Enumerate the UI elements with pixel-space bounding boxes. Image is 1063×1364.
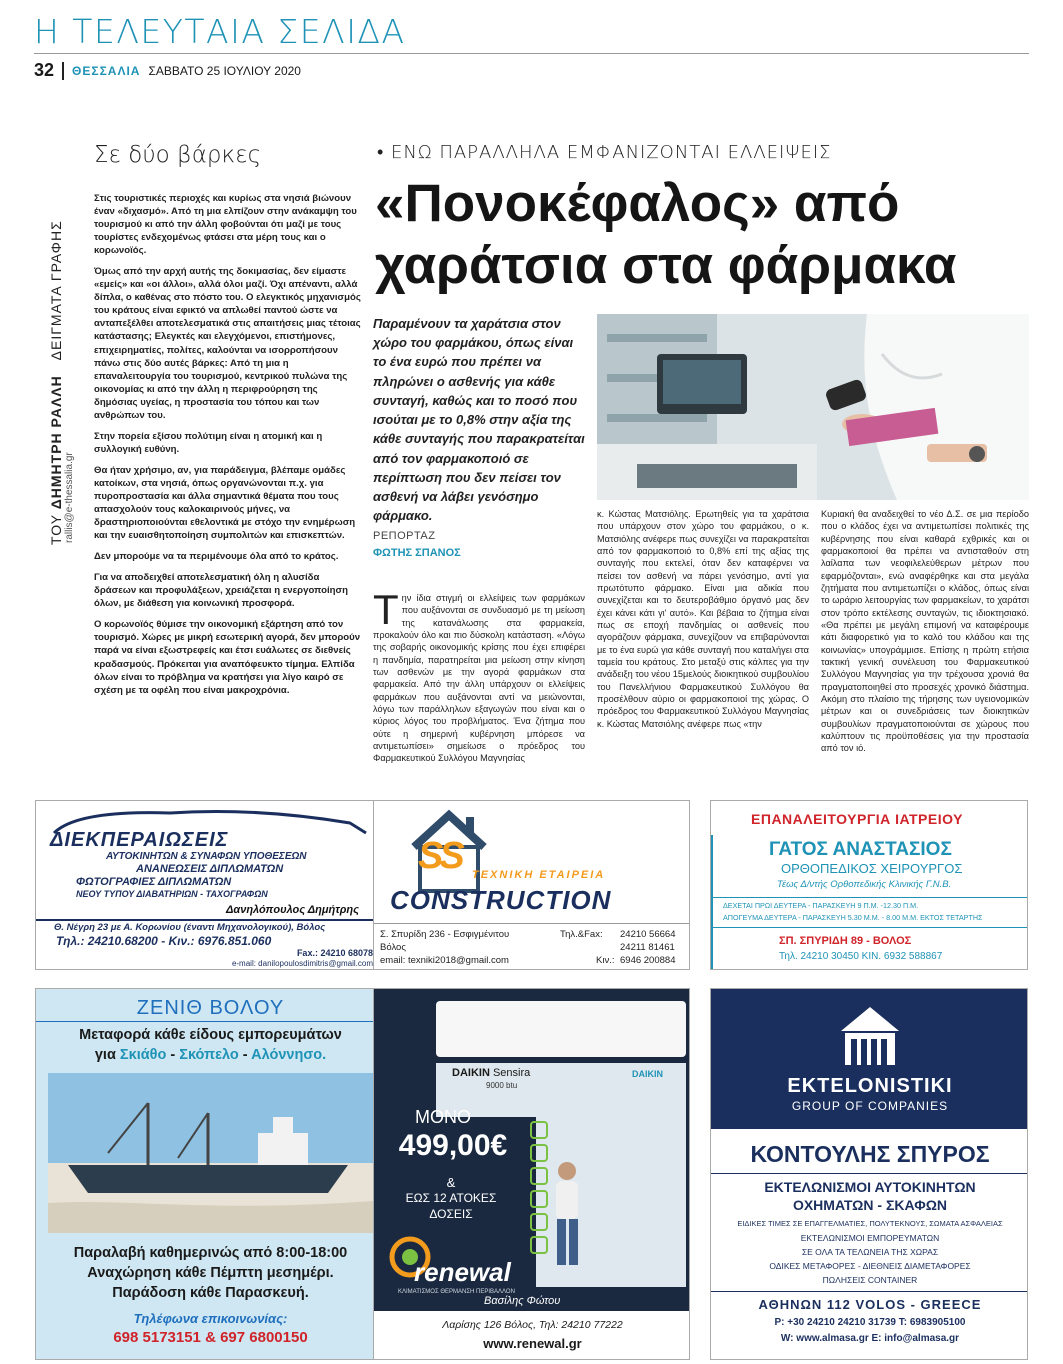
ad-hours: ΑΠΟΓΕΥΜΑ ΔΕΥΤΕΡΑ - ΠΑΡΑΣΚΕΥΗ 5.30 Μ.Μ. - 8.00 Μ.Μ. ΕΚΤΟΣ ΤΕΤΑΡΤΗΣ — [723, 913, 983, 922]
ad-city: Βόλος — [380, 942, 406, 953]
masthead-info — [34, 60, 301, 81]
ad-destination: Αλόννησο. — [251, 1047, 327, 1063]
ad-doctor-name: ΓΑΤΟΣ ΑΝΑΣΤΑΣΙΟΣ — [769, 839, 952, 860]
paragraph: Δεν μπορούμε να τα περιμένουμε όλα από το κράτος. — [94, 551, 339, 563]
ad-phones: P: +30 24210 24210 31739 T: 6983905100 — [774, 1317, 966, 1328]
ad-destination: Σκόπελο — [179, 1047, 239, 1063]
ad-mob-label: Κιν.: — [596, 955, 615, 966]
ad-rule — [711, 1173, 1028, 1174]
pharmacy-illustration — [597, 314, 1029, 500]
ad-destinations — [36, 1047, 384, 1063]
ad-ss-construction[interactable] — [373, 800, 690, 970]
feature-icons — [530, 1121, 552, 1271]
ad-address: Θ. Νέγρη 23 με Α. Κορωνίου (έναντι Μηχανολογικού), Βόλος — [54, 922, 326, 933]
ad-price: 499,00€ — [398, 1129, 508, 1162]
ad-only: ΜΟΝΟ — [415, 1107, 471, 1127]
ad-dest-prefix: για — [94, 1047, 116, 1063]
ad-email[interactable]: e-mail: danilopoulosdimitris@gmail.com — [231, 959, 373, 968]
author-line — [48, 165, 64, 545]
ad-service: ΟΧΗΜΑΤΩΝ - ΣΚΑΦΩΝ — [792, 1197, 948, 1213]
ad-daikin-renewal[interactable] — [373, 988, 690, 1360]
article-headline — [375, 173, 1025, 297]
ad-line: ΕΚΤΕΛΩΝΙΣΜΟΙ ΕΜΠΟΡΕΥΜΑΤΩΝ — [800, 1233, 940, 1243]
reporter-label: ΡΕΠΟΡΤΑΖ — [373, 530, 436, 542]
ad-separator: - — [242, 1047, 248, 1063]
column-category: ΔΕΙΓΜΑΤΑ ΓΡΑΦΗΣ — [48, 220, 64, 361]
ad-model — [452, 1067, 530, 1079]
ad-installments: ΕΩΣ 12 ΑΤΟΚΕΣ — [405, 1191, 497, 1205]
ad-model-name: Sensira — [492, 1067, 531, 1079]
ad-tel: 24211 81461 — [620, 942, 675, 953]
ad-monogram: SS — [418, 835, 461, 877]
ad-phones: Τηλ.: 24210.68200 - Κιν.: 6976.851.060 — [56, 934, 272, 948]
ad-installments: ΔΟΣΕΙΣ — [429, 1207, 473, 1221]
article-kicker: • ΕΝΩ ΠΑΡΑΛΛΗΛΑ ΕΜΦΑΝΙΖΟΝΤΑΙ ΕΛΛΕΙΨΕΙΣ — [377, 142, 832, 163]
ad-amp: & — [446, 1175, 456, 1190]
ad-logo-sub: ΚΛΙΜΑΤΙΣΜΟΣ ΘΕΡΜΑΝΣΗ ΠΕΡΙΒΑΛΛΟΝ — [398, 1289, 515, 1295]
ad-line: ΑΝΑΝΕΩΣΕΙΣ ΔΙΠΛΩΜΑΤΩΝ — [136, 863, 284, 875]
ad-tagline: ΤΕΧΝΙΚΗ ΕΤΑΙΡΕΙΑ — [472, 869, 606, 881]
ad-name: ΚΟΝΤΟΥΛΗΣ ΣΠΥΡΟΣ — [750, 1141, 990, 1167]
feature-icon — [530, 1213, 548, 1231]
ad-contact-name: Δανηλόπουλος Δημήτρης — [226, 904, 359, 916]
ad-address: Σ. Σπυρίδη 236 - Εσφιγμένιτου — [380, 929, 510, 940]
warehouse-logo-icon — [837, 1003, 903, 1069]
dropcap: Τ — [373, 586, 399, 633]
ad-rule — [711, 927, 1028, 928]
feature-icon — [530, 1167, 548, 1185]
author-sidebar — [48, 165, 78, 545]
paragraph: Θα ήταν χρήσιμο, αν, για παράδειγμα, βλέπαμε ομάδες κατοίκων, στα νησιά, όπως οργανώνονται π.χ. για πυροπροστασία και άλλα σημαντικά θέματα που τους απασχολούν τους καλοκαιρινούς μήνες, να δραστηριοποιούνται εθελοντικά με στόχο την ενημέρωση και την ευαισθητοποίηση συμπολιτών και επισκεπτών. — [94, 464, 356, 542]
ad-title: ΔΙΕΚΠΕΡΑΙΩΣΕΙΣ — [50, 829, 229, 851]
ad-service: ΕΚΤΕΛΩΝΙΣΜΟΙ ΑΥΤΟΚΙΝΗΤΩΝ — [764, 1179, 976, 1195]
page-number: 32 — [34, 60, 55, 80]
ad-mob: 6946 200884 — [620, 955, 676, 966]
ad-line: ΣΕ ΟΛΑ ΤΑ ΤΕΛΩΝΕΙΑ ΤΗΣ ΧΩΡΑΣ — [801, 1247, 939, 1257]
ad-btu: 9000 btu — [486, 1081, 518, 1090]
ad-line: ΟΔΙΚΕΣ ΜΕΤΑΦΟΡΕΣ - ΔΙΕΘΝΕΙΣ ΔΙΑΜΕΤΑΦΟΡΕΣ — [769, 1261, 971, 1271]
ad-email[interactable]: email: texniki2018@gmail.com — [380, 955, 509, 966]
reporter-name: ΦΩΤΗΣ ΣΠΑΝΟΣ — [373, 547, 461, 559]
paragraph: Όμως από την αρχή αυτής της δοκιμασίας, δεν είμαστε «εμείς» και «οι άλλοι», αλλά όλοι μαζί. Όχι απέναντι, αλλά δίπλα, ο καθένας στο πόστο του. Ο ελεγκτικός μηχανισμός του κράτους είναι εφικτό να απλωθεί παντού ώστε να ανταπεξέλθει αποτελεσματικά στις απαιτήσεις μιας τέτοιας κατάστασης; Ελεγκτές και ελεγχόμενοι, επιστήμονες, επιχειρηματίες, πολίτες, καλούνται να ισορροπήσουν πάνω στις δύο αυτές βάρκες: Από τη μια η επαναλειτουργία του τουρισμού, κεντρικού πυλώνα της οικονομίας κι από την άλλη η περιφρούρηση της δημόσιας υγείας, η προστασία του τόπου και των ανθρώπων του. — [94, 266, 361, 421]
article-column — [373, 586, 585, 765]
ad-schedule: Παράδοση κάθε Παρασκευή. — [112, 1285, 309, 1301]
ad-line: ΑΥΤΟΚΙΝΗΤΩΝ & ΣΥΝΑΦΩΝ ΥΠΟΘΕΣΕΩΝ — [106, 851, 307, 862]
issue-date: ΣΑΒΒΑΤΟ 25 ΙΟΥΛΙΟΥ 2020 — [148, 63, 301, 78]
ship-photo — [48, 1073, 373, 1233]
ad-brand: CONSTRUCTION — [390, 885, 612, 915]
ad-tel: 24210 56664 — [620, 929, 676, 940]
feature-icon — [530, 1236, 548, 1254]
author-name: ΔΗΜΗΤΡΗ ΡΑΛΛΗ — [48, 375, 64, 510]
article-column: Κυριακή θα αναδειχθεί το νέο Δ.Σ. σε μια περίοδο που ο κλάδος έχει να αντιμετωπίσει πολιτικές της κυβέρνησης που είναι καθαρά εχθρικές και οι φαρμακοποιοί θα πρέπει να αντισταθούν στη λαίλαπα των νεοφιλελεύθερων μέτρων που εφαρμόζονται», ενώ αναφέρθηκε και στα μεγάλα ζητήματα που αντιμετωπίζει ο κλάδος, όπως είναι το ωράριο λειτουργίας των φαρμακείων, το χαράτσι στον τρόπο εκτέλεσης συνταγών, τις ιδιοκτησιακό. «Θα πρέπει με μεγάλη επιμονή να καταφέρουμε κάτι διαφορετικό για το καλό του κλάδου και της κοινωνίας» υπογράμμισε. Επίσης η πρώτη ετήσια τακτική γενική συνέλευση του Φαρμακευτικού Συλλόγου Μαγνησίας για την τρέχουσα χρονιά θα πραγματοποιηθεί στο προσεχές χρονικό διάστημα. Ακόμη στο πλαίσιο της τήρησης των υγειονομικών μέτρων και οι συνεδριάσεις των διοικητικών συμβουλίων πραγματοποιούνται σε χώρους που καλύπτουν τις προϋποθέσεις για την προστασία από τον ιό. — [821, 509, 1029, 754]
ad-logo: renewal — [414, 1257, 511, 1287]
ad-danilopoulos[interactable] — [35, 800, 384, 970]
author-prefix: ΤΟΥ — [48, 514, 64, 545]
ad-hours: ΔΕΧΕΤΑΙ ΠΡΩΙ ΔΕΥΤΕΡΑ - ΠΑΡΑΣΚΕΥΗ 9 Π.Μ. -12.30 Π.Μ. — [723, 901, 919, 910]
paragraph: Ο κορωνοϊός θύμισε την οικονομική εξάρτηση από τον τουρισμό. Χώρες με μικρή εσωτερική αγορά, δεν μπορούν παρά να είναι εξωστρεφείς και έτσι ευάλωτες σε διεθνείς κραδασμούς. Πρόκειται για αναπόφευκτο τίμημα. Ελπίδα όλων είναι το πρόβλημα να κρατήσει για λίγο καιρό σε σχέση με τα οφέλη που είναι μακροχρόνια. — [94, 619, 361, 696]
air-conditioner — [436, 1001, 686, 1057]
ad-rule — [711, 897, 1028, 898]
ad-address: ΣΠ. ΣΠΥΡΙΔΗ 89 - ΒΟΛΟΣ — [779, 935, 912, 947]
ad-schedule: Αναχώρηση κάθε Πέμπτη μεσημέρι. — [87, 1265, 334, 1281]
ad-tel-label: Τηλ.&Fax: — [560, 929, 603, 940]
ad-address: ΑΘΗΝΩΝ 112 VOLOS - GREECE — [758, 1297, 982, 1312]
ad-model-brand: DAIKIN — [452, 1067, 490, 1079]
paragraph: Στις τουριστικές περιοχές και κυρίως στα νησιά βιώνουν έναν «διχασμό». Από τη μια ελπίζουν στην ανάκαμψη του τουρισμού κι από την άλλη φοβούνται ότι μαζί με τους τουρίστες ενδεχομένως φτάσει στα μέρη τους και ο κορωνοϊός. — [94, 193, 357, 257]
ad-schedule: Παραλαβή καθημερινώς από 8:00-18:00 — [73, 1245, 348, 1261]
ad-rule — [374, 923, 690, 924]
ad-rule — [711, 1291, 1028, 1292]
ad-line: ΕΙΔΙΚΕΣ ΤΙΜΕΣ ΣΕ ΕΠΑΓΓΕΛΜΑΤΙΕΣ, ΠΟΛΥΤΕΚΝΟΥΣ, ΣΩΜΑΤΑ ΑΣΦΑΛΕΙΑΣ — [737, 1219, 1003, 1228]
author-email[interactable]: rallis@e-thessalia.gr — [64, 452, 75, 543]
ad-address: Λαρίσης 126 Βόλος, Τηλ: 24210 77222 — [442, 1319, 623, 1331]
ad-contact-label: Τηλέφωνα επικοινωνίας: — [133, 1311, 288, 1326]
feature-icon — [530, 1121, 548, 1139]
ad-line: ΦΩΤΟΓΡΑΦΙΕΣ ΔΙΠΛΩΜΑΤΩΝ — [76, 876, 232, 888]
ad-line: Μεταφορά κάθε είδους εμπορευμάτων — [79, 1027, 342, 1043]
feature-icon — [530, 1144, 548, 1162]
ad-rule — [36, 919, 384, 921]
paragraph: Για να αποδειχθεί αποτελεσματική όλη η αλυσίδα δράσεων και προφυλάξεων, χρειάζεται η ενεργοποίηση όλων, με διάθεση για κοινωνική προσφορά. — [94, 572, 348, 610]
ad-specialty: ΟΡΘΟΠΕΔΙΚΟΣ ΧΕΙΡΟΥΡΓΟΣ — [781, 861, 963, 876]
headline-line: «Πονοκέφαλος» από — [375, 174, 900, 233]
ad-separator: - — [170, 1047, 176, 1063]
ad-website[interactable]: www.renewal.gr — [483, 1336, 582, 1351]
ad-line: ΠΩΛΗΣΕΙΣ CONTAINER — [822, 1275, 918, 1285]
ad-phones: Τηλ. 24210 30450 ΚΙΝ. 6932 588867 — [779, 951, 943, 962]
ad-group: GROUP OF COMPANIES — [791, 1099, 949, 1113]
column-text: ην ίδια στιγμή οι ελλείψεις των φαρμάκων που αυξάνονται σε συνδυασμό με τη μείωση της κατανάλωσης στα φαρμακεία, προκαλούν όλο και πιο δύσκολη κατάσταση. «Λόγω της σοβαρής οικονομικής κρίσης που έχει επιφέρει η πανδημία, παρατηρείται μια μείωση στην κίνηση των ασθενών με την αγορά φαρμάκων στα φαρμακεία. Από την άλλη υπάρχουν οι ελλείψεις φαρμάκων που αυξάνονται αντί να μειώνονται, λόγω των παράλληλων εξαγωγών που είναι και ο κύριος λόγος του προβλήματος. Ένα ζήτημα που ούτε η σημερινή κυβέρνηση μπόρεσε να αντιμετωπίσει» σημείωσε ο πρόεδρος του Φαρμακευτικού Συλλόγου Μαγνησίας — [373, 593, 585, 764]
article-lead: Παραμένουν τα χαράτσια στον χώρο του φαρμάκου, όπως είναι το ένα ευρώ που πρέπει να πληρώνει ο ασθενής για κάθε συνταγή, καθώς και το ποσό που ισούται με το 0,8% στην αξία της κάθε συνταγής που παρακρατείται από τον φαρμακοποιό σε περίπτωση που δεν πείσει τον ασθενή να λάβει γενόσημο φάρμακο. — [373, 316, 585, 524]
pharmacy-photo — [597, 314, 1029, 500]
ad-line: ΝΕΟΥ ΤΥΠΟΥ ΔΙΑΒΑΤΗΡΙΩΝ - ΤΑΧΟΓΡΑΦΩΝ — [76, 889, 268, 899]
ad-gatos[interactable] — [710, 800, 1028, 970]
paragraph: Στην πορεία εξίσου πολύτιμη είναι η ατομική και η συλλογική ευθύνη. — [94, 430, 323, 455]
divider-bar — [62, 62, 64, 80]
ad-ektelonistiki[interactable] — [710, 988, 1028, 1360]
article-column: κ. Κώστας Ματσιόλης. Ερωτηθείς για τα χαράτσια που υπάρχουν στον χώρο του φαρμάκου, ο κ. Ματσιόλης ανέφερε πως συνεχίζει να παρακρατείται από τον φαρμακοποιό το 0,8% επί της αξίας της συνταγής που εκτελεί, όταν δεν καταφέρνει να πείσει τον ασθενή να πάρει γενόσημο, αντί για πρωτότυπο φάρμακο. Είναι μια αδικία που συνεχίζεται και το δευτεροβάθμιο όργανό μας δεν έχει κάνει κάτι γι' αυτό». Και βέβαια το ζήτημα είναι πως σε εποχή πανδημίας οι ασθενείς που αγοράζουν φάρμακα, συνεχίζουν να επιβαρύνονται με το ένα ευρώ για κάθε συνταγή που καταλήγει στα ταμεία του κράτους. Στο μεταξύ στις κάλπες για την ανάδειξη του νέου 15μελούς διοικητικού συμβουλίου του Πανελλήνιου Φαρμακευτικού Συλλόγου θα προσέλθουν αύριο οι φαρμακοποιοί της χώρας. Ο πρόεδρος του Φαρμακευτικού Συλλόγου Μαγνησίας κ. Κώστας Ματσιόλης ανέφερε πως «την — [597, 509, 810, 729]
ad-brand: EKTELONISTIKI — [787, 1075, 953, 1097]
ad-signature: Βασίλης Φώτου — [484, 1295, 561, 1307]
ad-title: ΖΕΝΙΘ ΒΟΛΟΥ — [136, 997, 285, 1019]
ad-banner: ΕΠΑΝΑΛΕΙΤΟΥΡΓΙΑ ΙΑΤΡΕΙΟΥ — [751, 811, 963, 827]
ad-destination: Σκιάθο — [119, 1047, 167, 1063]
ad-zenith[interactable] — [35, 988, 384, 1360]
ad-rule — [36, 1021, 384, 1022]
feature-icon — [530, 1190, 548, 1208]
column-title: Σε δύο βάρκες — [94, 142, 262, 168]
daikin-logo: DAIKIN — [632, 1069, 663, 1079]
section-title: Η ΤΕΛΕΥΤΑΙΑ ΣΕΛΙΔΑ — [34, 12, 406, 51]
commentary-body — [94, 192, 362, 705]
paper-name: ΘΕΣΣΑΛΙΑ — [72, 63, 141, 78]
ad-position: Τέως Δ/ντής Ορθοπεδικής Κλινικής Γ.Ν.Β. — [777, 879, 952, 890]
ad-phones: 698 5173151 & 697 6800150 — [113, 1329, 308, 1346]
headline-line: χαράτσια στα φάρμακα — [375, 236, 957, 295]
ad-fax: Fax.: 24210 68078 — [296, 948, 373, 958]
ad-web[interactable]: W: www.almasa.gr E: info@almasa.gr — [780, 1333, 960, 1344]
ad-accent — [711, 835, 713, 969]
masthead-divider — [34, 53, 1029, 54]
